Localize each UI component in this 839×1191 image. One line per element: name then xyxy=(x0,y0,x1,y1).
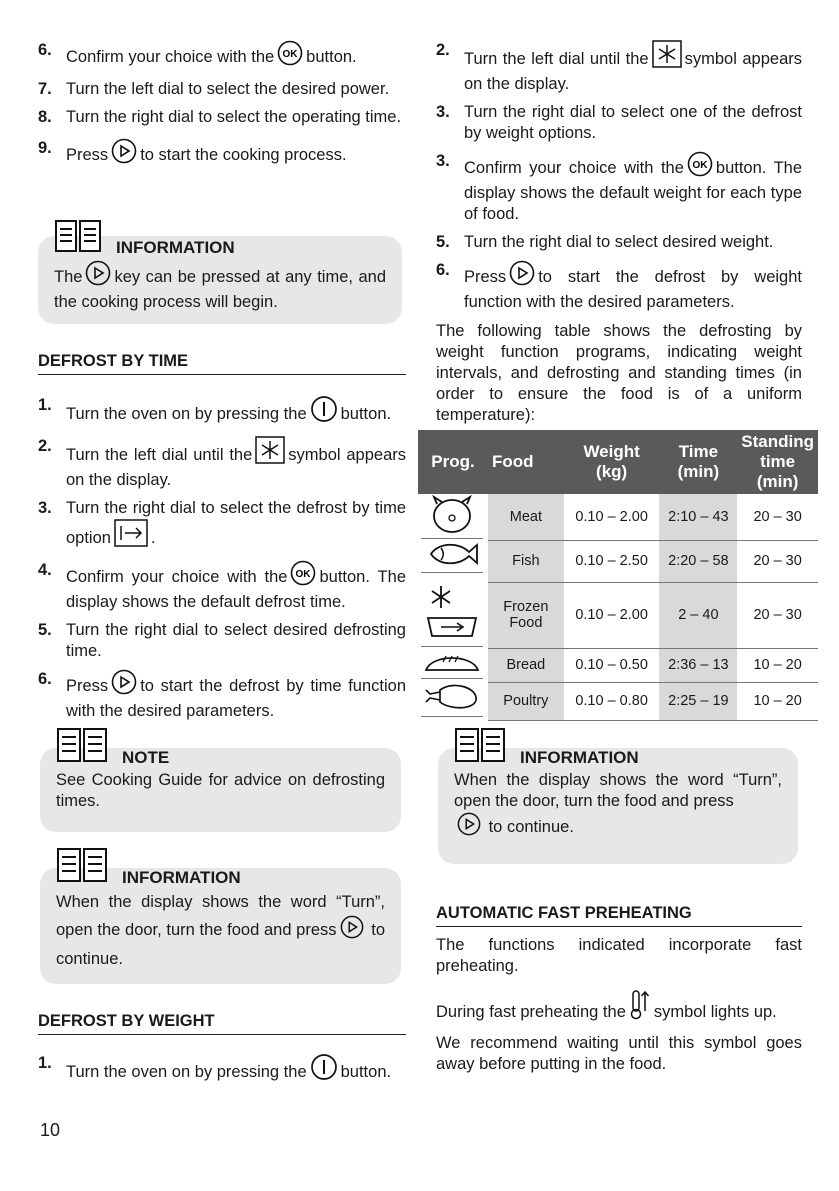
svg-text:OK: OK xyxy=(692,160,708,171)
step-item: 2. Turn the left dial until the symbol appears on the display. xyxy=(436,41,802,93)
book-icon xyxy=(56,847,108,890)
section-title: DEFROST BY WEIGHT xyxy=(38,1012,406,1035)
frozen-food-icon xyxy=(421,582,483,647)
step-item: 3. Confirm your choice with the OK button. The display shows the default weight for each type of food. xyxy=(436,152,802,223)
snowflake-icon xyxy=(652,40,682,74)
paragraph: During fast preheating the symbol lights up. xyxy=(436,989,802,1027)
step-item: 8. Turn the right dial to select the operating time. xyxy=(38,108,402,126)
table-header: Prog. xyxy=(418,430,488,494)
box-title: INFORMATION xyxy=(122,868,241,887)
box-title: INFORMATION xyxy=(116,238,235,257)
table-header: Weight (kg) xyxy=(564,430,660,494)
table-header: Food xyxy=(488,430,564,494)
box-title: NOTE xyxy=(122,748,170,767)
time-option-icon xyxy=(114,519,148,553)
step-item: 6. Press to start the defrost by time function with the desired parameters. xyxy=(38,670,406,720)
box-text: When the display shows the word “Turn”, open the door, turn the food and press to continue. xyxy=(56,893,385,968)
play-icon xyxy=(340,915,364,947)
table-header: Standing time (min) xyxy=(737,430,818,494)
step-item: 6. Confirm your choice with the OK button. xyxy=(38,40,404,72)
note-box xyxy=(40,748,401,832)
box-text: The key can be pressed at any time, and the cooking process will begin. xyxy=(54,260,386,313)
section-title: DEFROST BY TIME xyxy=(38,352,406,375)
ok-icon xyxy=(290,560,316,592)
book-icon xyxy=(54,219,102,260)
box-title: INFORMATION xyxy=(520,748,639,767)
step-item: 5. Turn the right dial to select desired weight. xyxy=(436,233,774,251)
step-item: 9. Press to start the cooking process. xyxy=(38,138,404,170)
defrost-by-weight-section xyxy=(38,1012,406,1094)
step-item: 3. Turn the right dial to select one of the defrost by weight options. xyxy=(436,103,802,142)
defrost-by-time-section xyxy=(38,352,406,729)
step-item: 6. Press to start the defrost by weight function with the desired parameters. xyxy=(436,261,802,311)
poultry-icon xyxy=(421,682,483,717)
play-icon xyxy=(111,138,137,170)
defrost-weight-table xyxy=(418,430,818,721)
book-icon xyxy=(56,727,108,770)
step-item: 1. Turn the oven on by pressing the button. xyxy=(38,1053,406,1087)
paragraph: The functions indicated incorporate fast preheating. xyxy=(436,936,802,975)
book-icon xyxy=(454,727,506,770)
table-intro: The following table shows the defrosting by weight function programs, indicating weight intervals, and defrosting and standing times (in order to ensure the food is of a uniform temperature): xyxy=(436,322,802,424)
information-box xyxy=(40,868,401,984)
svg-text:OK: OK xyxy=(295,569,311,580)
box-text: When the display shows the word “Turn”, open the door, turn the food and press to continue. xyxy=(454,770,782,842)
table-header: Time (min) xyxy=(659,430,737,494)
play-icon xyxy=(509,260,535,292)
step-item: 3. Turn the right dial to select the defrost by time option . xyxy=(38,498,406,553)
fish-icon xyxy=(421,540,483,573)
page-number: 10 xyxy=(40,1120,61,1140)
step-item: 1. Turn the oven on by pressing the button. xyxy=(38,395,406,429)
table-row: Fish 0.10 – 2.50 2:20 – 58 20 – 30 xyxy=(418,540,818,582)
right-column xyxy=(436,40,802,426)
table-row: Meat 0.10 – 2.00 2:10 – 43 20 – 30 xyxy=(418,494,818,540)
step-item: 2. Turn the left dial until the symbol appears on the display. xyxy=(38,437,406,489)
step-item: 5. Turn the right dial to select desired defrosting time. xyxy=(38,621,406,660)
step-item: 4. Confirm your choice with the OK button. The display shows the default defrost time. xyxy=(38,561,406,611)
play-icon xyxy=(111,669,137,701)
left-column xyxy=(38,40,404,177)
power-icon xyxy=(310,1053,338,1087)
svg-text:OK: OK xyxy=(282,49,298,60)
fast-preheating-section xyxy=(436,904,802,1075)
table-row: Poultry 0.10 – 0.80 2:25 – 19 10 – 20 xyxy=(418,682,818,720)
step-item: 7. Turn the left dial to select the desired power. xyxy=(38,80,390,98)
table-row: Bread 0.10 – 0.50 2:36 – 13 10 – 20 xyxy=(418,648,818,682)
information-box xyxy=(438,748,798,864)
table-row: Frozen Food 0.10 – 2.00 2 – 40 20 – 30 xyxy=(418,582,818,648)
paragraph: We recommend waiting until this symbol goes away before putting in the food. xyxy=(436,1034,802,1073)
pig-icon xyxy=(421,494,483,539)
steps-top xyxy=(38,40,404,170)
information-box xyxy=(38,236,402,324)
fast-preheat-icon xyxy=(629,989,651,1027)
section-title: AUTOMATIC FAST PREHEATING xyxy=(436,904,802,927)
snowflake-icon xyxy=(255,436,285,470)
ok-icon xyxy=(277,40,303,72)
box-text: See Cooking Guide for advice on defrosting times. xyxy=(56,771,385,810)
ok-icon xyxy=(687,151,713,183)
play-icon xyxy=(457,812,481,842)
bread-icon xyxy=(421,648,483,679)
power-icon xyxy=(310,395,338,429)
play-icon xyxy=(85,260,111,292)
